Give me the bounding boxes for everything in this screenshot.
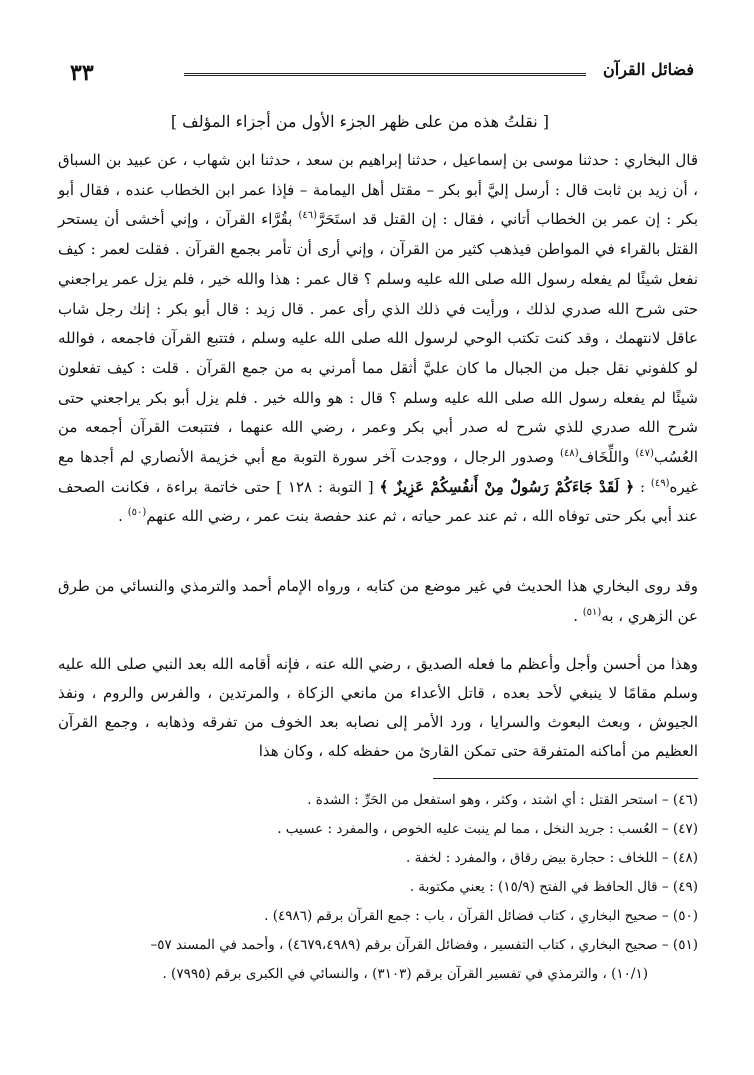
- hadith-text: [ التوبة : ١٢٨ ] حتى خاتمة براءة ، فكانت الصحف عند أبي بكر حتى توفاه الله ، ثم عند عمر حياته ، ثم عند حفصة بنت عمر ، رضي الله عنهم: [58, 477, 698, 526]
- footnote-ref-46: (٤٦): [298, 210, 317, 222]
- footnote-51-continuation: (١٠/١) ، والترمذي في تفسير القرآن برقم (٣١٠٣) ، والنسائي في الكبرى برقم (٧٩٩٥) .: [162, 966, 648, 982]
- hadith-text: :: [634, 477, 651, 496]
- footnote-46: (٤٦) – استحر القتل : أي اشتد ، وكثر ، وهو استفعل من الحَرِّ : الشدة .: [307, 792, 698, 808]
- footnote-47: (٤٧) – العُسب : جريد النخل ، مما لم ينبت عليه الخوص ، والمفرد : عسيب .: [277, 821, 698, 837]
- footnote-ref-47: (٤٧): [635, 448, 654, 460]
- footnote-ref-51: (٥١): [582, 607, 602, 618]
- page-header: [64, 58, 694, 92]
- footnote-ref-49: (٤٩): [650, 477, 670, 489]
- hadith-text: قال البخاري : حدثنا موسى بن إسماعيل ، حدثنا إبراهيم بن سعد ، حدثنا ابن شهاب ، عن عبيد بن السباق ، أن زيد بن ثابت قال : أرسل إليَّ أبو بكر – مقتل أهل اليمامة – فإذا عمر ابن الخطاب عنده ، فقال أبو بكر : إن عمر بن الخطاب أتاني ، فقال : إن القتل قد استَحَرَّ: [58, 151, 698, 229]
- footnote-ref-48: (٤٨): [560, 448, 579, 460]
- footnote-50: (٥٠) – صحيح البخاري ، كتاب فضائل القرآن ، باب : جمع القرآن برقم (٤٩٨٦) .: [264, 908, 698, 924]
- footnote-51: (٥١) – صحيح البخاري ، كتاب التفسير ، وفضائل القرآن برقم (٤٦٧٩،٤٩٨٩) ، وأحمد في المسند ٥٧–: [150, 937, 698, 953]
- running-title: فضائل القرآن: [603, 60, 694, 79]
- hadith-text: وصدور الرجال ، ووجدت آخر سورة التوبة مع أبي خزيمة الأنصاري لم أجدها مع غيره: [58, 448, 698, 496]
- narration-text: .: [573, 607, 583, 625]
- narration-paragraph: [58, 571, 698, 631]
- footnote-ref-50: (٥٠): [127, 507, 147, 519]
- narration-text: وقد روى البخاري هذا الحديث في غير موضع من كتابه ، ورواه الإمام أحمد والترمذي والنسائي من طرق عن الزهري ، به: [58, 577, 698, 625]
- footnote-separator: [433, 778, 698, 779]
- quran-verse: ﴿ لَقَدْ جَاءَكُمْ رَسُولٌ مِنْ أَنفُسِكُمْ عَزِيزٌ ﴾: [379, 477, 635, 496]
- hadith-paragraph: [58, 146, 698, 532]
- hadith-text: بقُرَّاء القرآن ، وإني أخشى أن يستحر القتل بالقراء في المواطن فيذهب كثير من القرآن ، وإني أرى أن تأمر بجمع القرآن . فقلت لعمر : كيف نفعل شيئًا لم يفعله رسول الله صلى الله عليه وسلم ؟ قال عمر : هذا والله خير ، فلم يزل عمر يراجعني حتى شرح الله صدري لذلك ، ورأيت في ذلك الذي رأى عمر . قال زيد : قال أبو بكر : إنك رجل شاب عاقل لانتهمك ، وقد كنت تكتب الوحي لرسول الله صلى الله عليه وسلم ، فتتبع القرآن فاجمعه ، فوالله لو كلفوني نقل جبل من الجبال ما كان عليَّ أثقل مما أمرني به من جمع القرآن . قلت : كيف تفعلون شيئًا لم يفعله رسول الله صلى الله عليه وسلم ؟ قال : هو والله خير . فلم يزل أبو بكر يراجعني حتى شرح الله صدري للذي شرح له صدر أبي بكر وعمر ، رضي الله عنهما ، فتتبعت القرآن أجمعه من العُسُب: [58, 210, 698, 467]
- footnote-49: (٤٩) – قال الحافظ في الفتح (١٥/٩) : يعني مكتوبة .: [409, 879, 698, 895]
- commentary-text: وهذا من أحسن وأجل وأعظم ما فعله الصديق ، رضي الله عنه ، فإنه أقامه الله بعد النبي صلى الله عليه وسلم مقامًا لا ينبغي لأحد بعده ، قاتل الأعداء من مانعي الزكاة ، والمرتدين ، والفرس والروم ، ونفذ الجيوش ، وبعث البعوث والسرايا ، ورد الأمر إلى نصابه بعد الخوف من تفرقه وذهابه ، وجمع القرآن العظيم من أماكنه المتفرقة حتى تمكن القارئ من حفظه كله ، وكان هذا: [58, 655, 698, 760]
- footnotes: [58, 786, 698, 989]
- footnote-48: (٤٨) – اللخاف : حجارة بيض رقاق ، والمفرد : لخفة .: [406, 850, 698, 866]
- transfer-note: [ نقلتُ هذه من على ظهر الجزء الأول من أجزاء المؤلف ]: [170, 112, 549, 131]
- commentary-paragraph: [58, 650, 698, 766]
- page-number: ٣٣: [70, 60, 94, 86]
- header-rule: [184, 73, 586, 76]
- hadith-text: .: [118, 507, 128, 526]
- hadith-text: واللِّخَاف: [578, 448, 636, 467]
